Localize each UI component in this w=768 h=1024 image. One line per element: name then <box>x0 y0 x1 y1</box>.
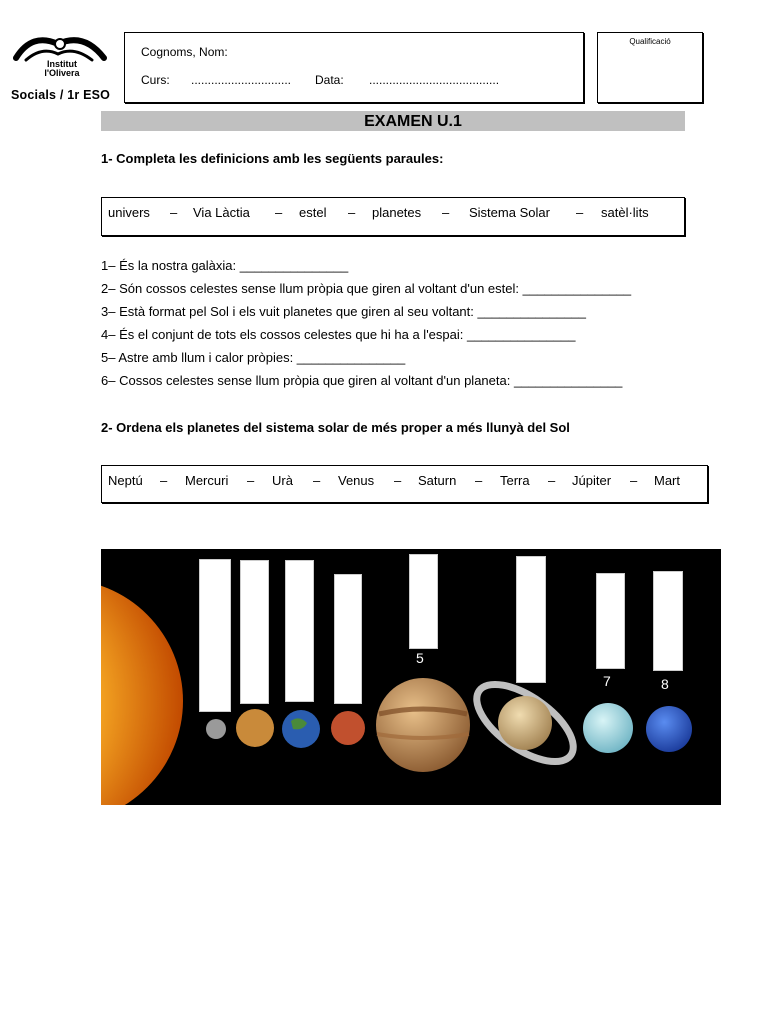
course-blank: .............................. <box>191 73 292 87</box>
mercury <box>206 719 226 739</box>
definition-4: 4– És el conjunt de tots els cossos celestes que hi ha a l'espai: _______________ <box>101 327 576 342</box>
word-bank-item: univers <box>108 205 150 220</box>
school-name-line2: l'Olivera <box>44 68 80 78</box>
planet-word: Júpiter <box>572 473 612 488</box>
course-label: Socials / 1r ESO <box>11 88 111 102</box>
definition-5: 5– Astre amb llum i calor pròpies: _______________ <box>101 350 406 365</box>
school-logo <box>12 28 108 88</box>
planet-word: Saturn <box>418 473 457 488</box>
word-bank-separator: – <box>548 473 556 488</box>
school-name-line1: Institut <box>47 59 77 69</box>
question-2-word-box <box>101 465 708 503</box>
question-1-word-box <box>101 197 685 236</box>
planet-number-6: 6 <box>523 663 531 679</box>
definition-3: 3– Està format pel Sol i els vuit planetes que giren al seu voltant: _______________ <box>101 304 586 319</box>
word-bank-separator: – <box>247 473 255 488</box>
sun <box>101 579 183 805</box>
planet-word: Mercuri <box>185 473 229 488</box>
planet-word: Neptú <box>108 473 143 488</box>
question-2-title: 2- Ordena els planetes del sistema solar de més proper a més llunyà del Sol <box>101 420 570 435</box>
planet-number-5: 5 <box>416 650 424 666</box>
definition-1: 1– És la nostra galàxia: _______________ <box>101 258 349 273</box>
word-bank-separator: – <box>394 473 402 488</box>
word-bank-separator: – <box>348 205 356 220</box>
planet-word: Terra <box>500 473 530 488</box>
date-blank: ....................................... <box>369 73 500 87</box>
word-bank-separator: – <box>442 205 450 220</box>
planet-label-box-8[interactable] <box>653 571 683 671</box>
word-bank-separator: – <box>313 473 321 488</box>
grade-label: Qualificació <box>629 37 671 46</box>
saturn <box>464 670 586 777</box>
student-info-box <box>124 32 584 103</box>
word-bank-item: estel <box>299 205 327 220</box>
planet-word: Mart <box>654 473 680 488</box>
word-bank-item: satèl·lits <box>601 205 649 220</box>
word-bank-separator: – <box>576 205 584 220</box>
mars <box>331 711 365 745</box>
grade-box <box>597 32 703 103</box>
planet-label-box-6[interactable] <box>516 556 546 683</box>
definition-2: 2– Són cossos celestes sense llum pròpia que giren al voltant d'un estel: _______________ <box>101 281 632 296</box>
planet-word: Urà <box>272 473 293 488</box>
word-bank-separator: – <box>160 473 168 488</box>
venus <box>236 709 274 747</box>
planet-number-3: 3 <box>294 681 302 697</box>
planet-label-box-1[interactable] <box>199 559 231 712</box>
planet-label-box-7[interactable] <box>596 573 625 669</box>
planet-number-1: 1 <box>206 689 214 705</box>
planet-label-box-5[interactable] <box>409 554 438 649</box>
jupiter <box>376 678 470 772</box>
word-bank-separator: – <box>630 473 638 488</box>
planet-number-8: 8 <box>661 676 669 692</box>
word-bank-separator: – <box>475 473 483 488</box>
planet-number-2: 2 <box>247 681 255 697</box>
word-bank-item: planetes <box>372 205 422 220</box>
word-bank-item: Via Làctia <box>193 205 250 220</box>
title-bar <box>101 111 685 131</box>
course-field-label: Curs: <box>141 73 170 87</box>
exam-title: EXAMEN U.1 <box>364 113 462 130</box>
neptune <box>646 706 692 752</box>
definition-6: 6– Cossos celestes sense llum pròpia que giren al voltant d'un planeta: _______________ <box>101 373 623 388</box>
planet-number-4: 4 <box>342 681 350 697</box>
earth <box>282 710 320 748</box>
word-bank-item: Sistema Solar <box>469 205 550 220</box>
date-label: Data: <box>315 73 344 87</box>
word-bank-separator: – <box>275 205 283 220</box>
planet-word: Venus <box>338 473 375 488</box>
planet-number-7: 7 <box>603 673 611 689</box>
question-1-title: 1- Completa les definicions amb les següents paraules: <box>101 151 444 166</box>
name-label: Cognoms, Nom: <box>141 45 228 59</box>
solar-system-image <box>101 549 721 805</box>
uranus <box>583 703 633 753</box>
word-bank-separator: – <box>170 205 178 220</box>
